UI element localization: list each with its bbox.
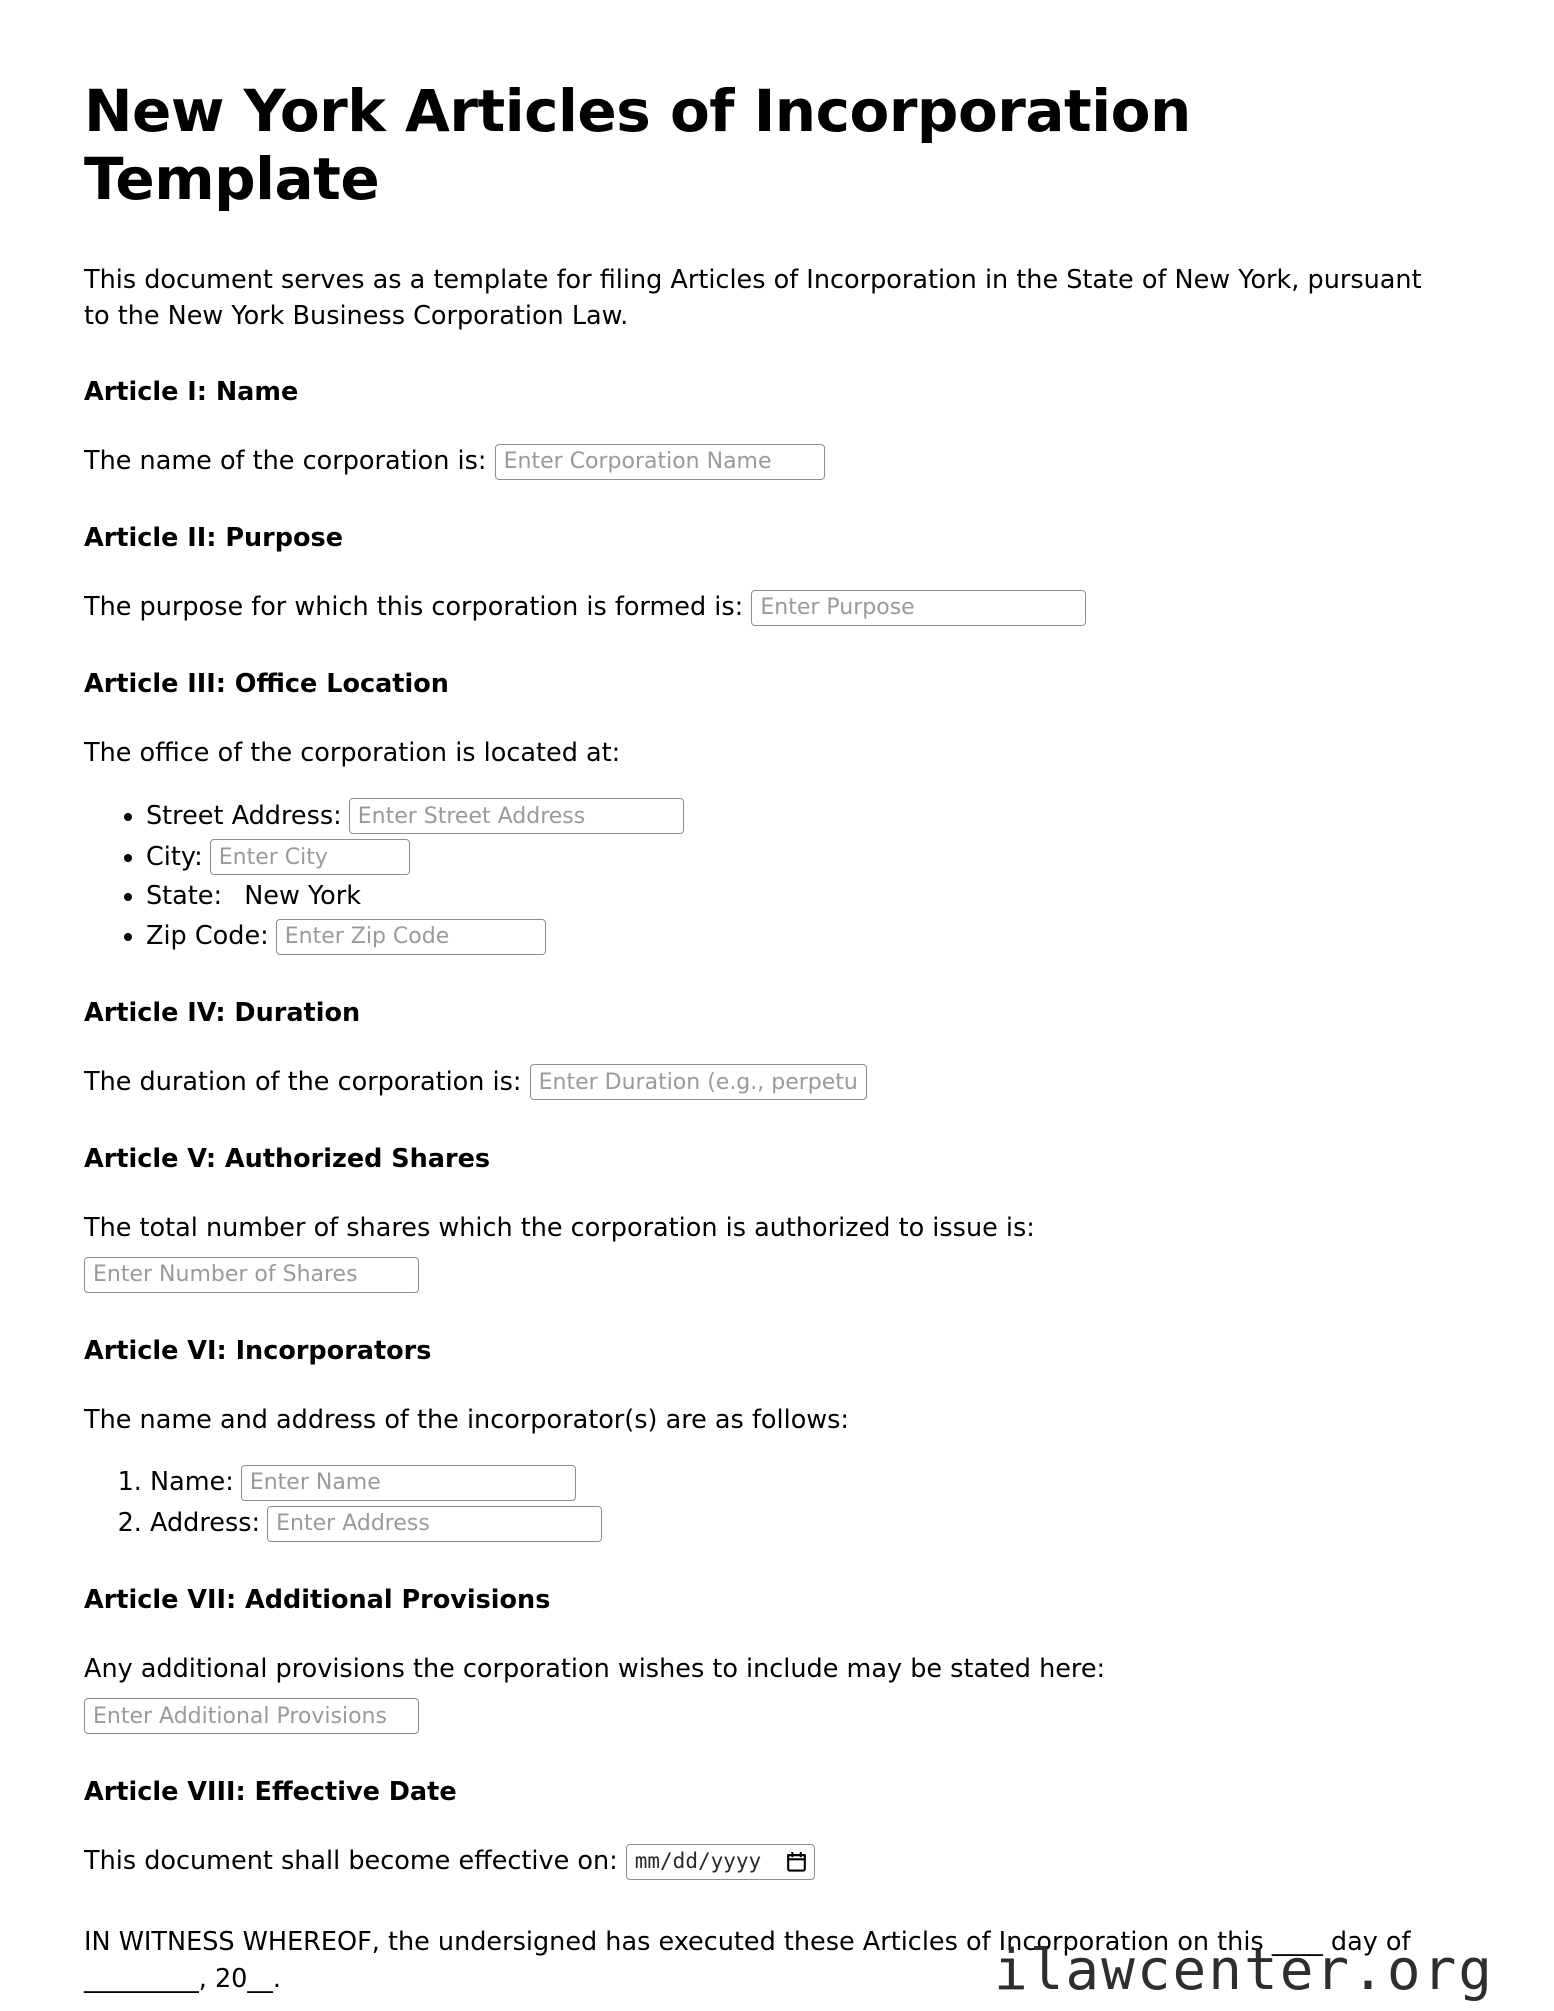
article-5-row: [84, 1210, 1470, 1293]
calendar-icon[interactable]: [787, 1852, 806, 1872]
incorporator-name-input[interactable]: [241, 1465, 576, 1501]
effective-date-input[interactable]: [626, 1844, 815, 1880]
zip-code-input[interactable]: [276, 919, 546, 955]
page-title: New York Articles of Incorporation Template: [84, 77, 1191, 213]
article-5-label: The total number of shares which the corporation is authorized to issue is:: [84, 1212, 1035, 1243]
incorporators-list: [84, 1465, 1470, 1542]
city-input[interactable]: [210, 839, 410, 875]
additional-provisions-input[interactable]: [84, 1698, 419, 1734]
article-6-label: The name and address of the incorporator(s) are as follows:: [84, 1404, 850, 1435]
article-8-row: [84, 1843, 1470, 1880]
article-1-label: The name of the corporation is:: [84, 446, 487, 477]
article-8-heading: Article VIII: Effective Date: [84, 1777, 457, 1808]
incorporator-address-input[interactable]: [267, 1506, 602, 1542]
article-1-heading: Article I: Name: [84, 377, 299, 408]
article-3-label: The office of the corporation is located at:: [84, 738, 621, 769]
state-label: • State:: [146, 881, 223, 912]
article-8-label: This document shall become effective on:: [84, 1846, 618, 1877]
list-item: [146, 880, 1470, 913]
article-6-heading: Article VI: Incorporators: [84, 1335, 432, 1366]
list-item: [146, 919, 1470, 955]
article-4-label: The duration of the corporation is:: [84, 1066, 522, 1097]
street-address-input[interactable]: [349, 798, 684, 834]
article-4-row: [84, 1064, 1470, 1101]
state-value: New York: [244, 881, 361, 912]
date-format-hint: mm/dd/yyyy: [634, 1849, 762, 1874]
article-7-row: [84, 1651, 1470, 1734]
corporation-name-input[interactable]: [495, 444, 825, 480]
list-item: [146, 798, 1470, 834]
article-7-heading: Article VII: Additional Provisions: [84, 1584, 551, 1615]
article-7-label: Any additional provisions the corporation wishes to include may be stated here:: [84, 1654, 1106, 1685]
incorporator-address-label: 2. Address:: [150, 1508, 261, 1539]
office-location-list: [84, 798, 1470, 954]
article-3-heading: Article III: Office Location: [84, 669, 449, 700]
zip-code-label: • Zip Code:: [146, 921, 269, 952]
number-of-shares-input[interactable]: [84, 1257, 419, 1293]
list-item: [150, 1465, 1470, 1501]
list-item: [150, 1506, 1470, 1542]
incorporator-name-label: 1. Name:: [150, 1467, 234, 1498]
city-label: • City:: [146, 841, 203, 872]
site-watermark: ilawcenter.org: [993, 1938, 1494, 2003]
street-address-label: • Street Address:: [146, 800, 342, 831]
article-5-heading: Article V: Authorized Shares: [84, 1143, 491, 1174]
witness-paragraph: IN WITNESS WHEREOF, the undersigned has executed these Articles of Incorporation on this ____ day of _________, 20__.: [84, 1927, 1411, 1995]
article-2-row: [84, 589, 1470, 626]
intro-paragraph: This document serves as a template for filing Articles of Incorporation in the State of New York, pursuant to the New York Business Corporation Law.: [84, 264, 1422, 331]
purpose-input[interactable]: [751, 590, 1086, 626]
article-2-label: The purpose for which this corporation is formed is:: [84, 592, 744, 623]
article-4-heading: Article IV: Duration: [84, 997, 361, 1028]
article-2-heading: Article II: Purpose: [84, 523, 343, 554]
list-item: [146, 839, 1470, 875]
duration-input[interactable]: [530, 1064, 867, 1100]
article-1-row: [84, 443, 1470, 480]
